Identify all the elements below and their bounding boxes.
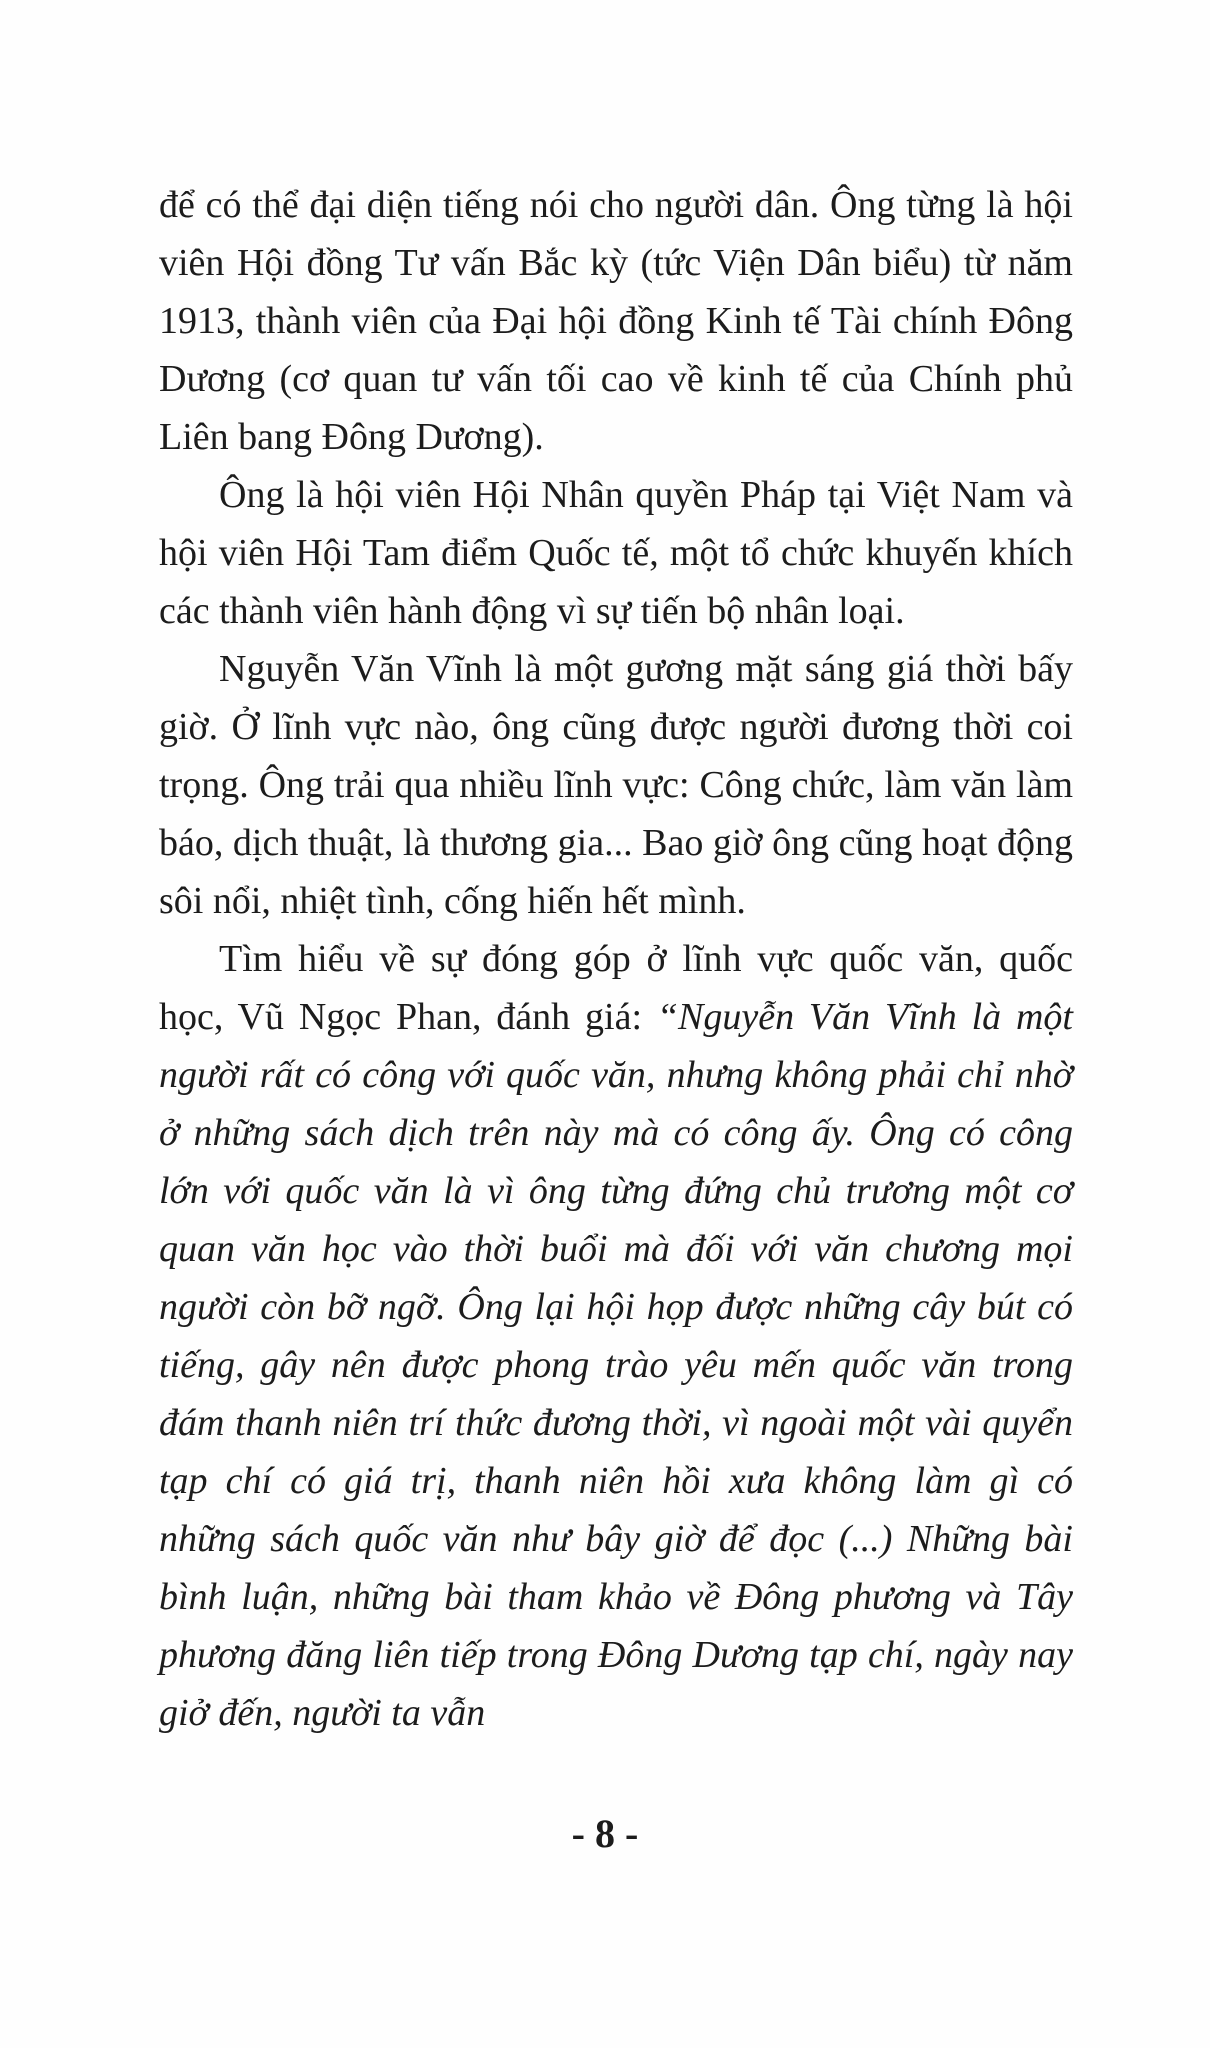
paragraph-4-intro: Tìm hiểu về sự đóng góp ở lĩnh vực quốc văn, quốc học, Vũ Ngọc Phan, đánh giá:	[159, 938, 1073, 1038]
paragraph-4	[159, 930, 1073, 1742]
paragraph-3: Nguyễn Văn Vĩnh là một gương mặt sáng giá thời bấy giờ. Ở lĩnh vực nào, ông cũng được người đương thời coi trọng. Ông trải qua nhiều lĩnh vực: Công chức, làm văn làm báo, dịch thuật, là thương gia... Bao giờ ông cũng hoạt động sôi nổi, nhiệt tình, cống hiến hết mình.	[159, 648, 1073, 922]
body-text	[159, 176, 1073, 1742]
page-number: - 8 -	[571, 1811, 639, 1856]
paragraph-1: để có thể đại diện tiếng nói cho người dân. Ông từng là hội viên Hội đồng Tư vấn Bắc kỳ (tức Viện Dân biểu) từ năm 1913, thành viên của Đại hội đồng Kinh tế Tài chính Đông Dương (cơ quan tư vấn tối cao về kinh tế của Chính phủ Liên bang Đông Dương).	[159, 184, 1073, 458]
paragraph-2: Ông là hội viên Hội Nhân quyền Pháp tại Việt Nam và hội viên Hội Tam điểm Quốc tế, một tổ chức khuyến khích các thành viên hành động vì sự tiến bộ nhân loại.	[159, 474, 1073, 632]
paragraph-4-quote: “Nguyễn Văn Vĩnh là một người rất có công với quốc văn, nhưng không phải chỉ nhờ ở những sách dịch trên này mà có công ấy. Ông có công lớn với quốc văn là vì ông từng đứng chủ trương một cơ quan văn học vào thời buổi mà đối với văn chương mọi người còn bỡ ngỡ. Ông lại hội họp được những cây bút có tiếng, gây nên được phong trào yêu mến quốc văn trong đám thanh niên trí thức đương thời, vì ngoài một vài quyển tạp chí có giá trị, thanh niên hồi xưa không làm gì có những sách quốc văn như bây giờ để đọc (...) Những bài bình luận, những bài tham khảo về Đông phương và Tây phương đăng liên tiếp trong Đông Dương tạp chí, ngày nay giở đến, người ta vẫn	[159, 996, 1073, 1734]
